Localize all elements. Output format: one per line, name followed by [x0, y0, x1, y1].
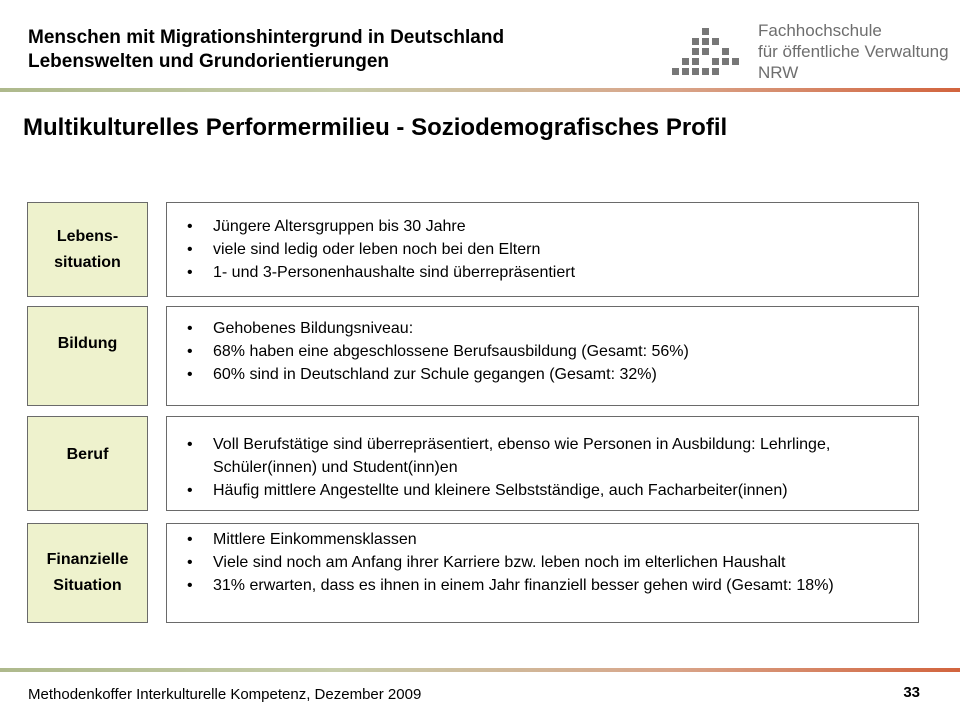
bullet-list [167, 317, 918, 386]
list-item: • Viele sind noch am Anfang ihrer Karriere bzw. leben noch im elterlichen Haushalt [167, 551, 918, 574]
logo-squares [672, 28, 739, 75]
row-label-bildung [27, 306, 148, 406]
list-item: • 31% erwarten, dass es ihnen in einem Jahr finanziell besser gehen wird (Gesamt: 18%) [167, 574, 918, 597]
row-label-line2: situation [54, 253, 121, 271]
list-item: • Jüngere Altersgruppen bis 30 Jahre [167, 215, 918, 238]
page-number: 33 [903, 684, 920, 701]
list-item: • Häufig mittlere Angestellte und kleinere Selbstständige, auch Facharbeiter(innen) [167, 479, 918, 502]
row-label-line2: Situation [53, 577, 122, 594]
row-label-line1: Beruf [66, 446, 109, 463]
list-item: • 60% sind in Deutschland zur Schule gegangen (Gesamt: 32%) [167, 363, 918, 386]
list-item: • viele sind ledig oder leben noch bei den Eltern [167, 238, 918, 261]
list-item: • Gehobenes Bildungsniveau: [167, 317, 918, 340]
row-content-bildung [166, 306, 919, 406]
logo-text-line1: Fachhochschule [758, 21, 882, 40]
row-content-finanzielle-situation [166, 523, 919, 623]
list-item: • 1- und 3-Personenhaushalte sind überrepräsentiert [167, 261, 918, 284]
list-item: • Mittlere Einkommensklassen [167, 528, 918, 551]
bullet-list [167, 215, 918, 284]
row-content-beruf [166, 416, 919, 511]
bullet-list [167, 528, 918, 597]
row-label-line1: Lebens- [56, 227, 119, 245]
row-label-line1: Bildung [57, 335, 118, 352]
row-label-line1: Finanzielle [46, 551, 129, 568]
logo-text [758, 20, 949, 83]
header-title-line2: Lebenswelten und Grundorientierungen [28, 51, 390, 72]
row-label-finanzielle-situation [27, 523, 148, 623]
list-item: • 68% haben eine abgeschlossene Berufsausbildung (Gesamt: 56%) [167, 340, 918, 363]
header-divider [0, 88, 960, 92]
row-content-lebenssituation [166, 202, 919, 297]
header-title-line1: Menschen mit Migrationshintergrund in Deutschland [28, 27, 505, 48]
row-label-lebenssituation [27, 202, 148, 297]
header-title [28, 26, 628, 74]
footer-text: Methodenkoffer Interkulturelle Kompetenz, Dezember 2009 [28, 686, 422, 703]
list-item: • Voll Berufstätige sind überrepräsentiert, ebenso wie Personen in Ausbildung: Lehrlinge, Schüler(innen) und Student(inn)en [167, 433, 918, 479]
bullet-list [167, 433, 918, 502]
page-title: Multikulturelles Performermilieu - Soziodemografisches Profil [23, 114, 728, 141]
footer-divider [0, 668, 960, 672]
logo-text-line3: NRW [758, 63, 799, 82]
logo-text-line2: für öffentliche Verwaltung [758, 42, 949, 61]
row-label-beruf [27, 416, 148, 511]
